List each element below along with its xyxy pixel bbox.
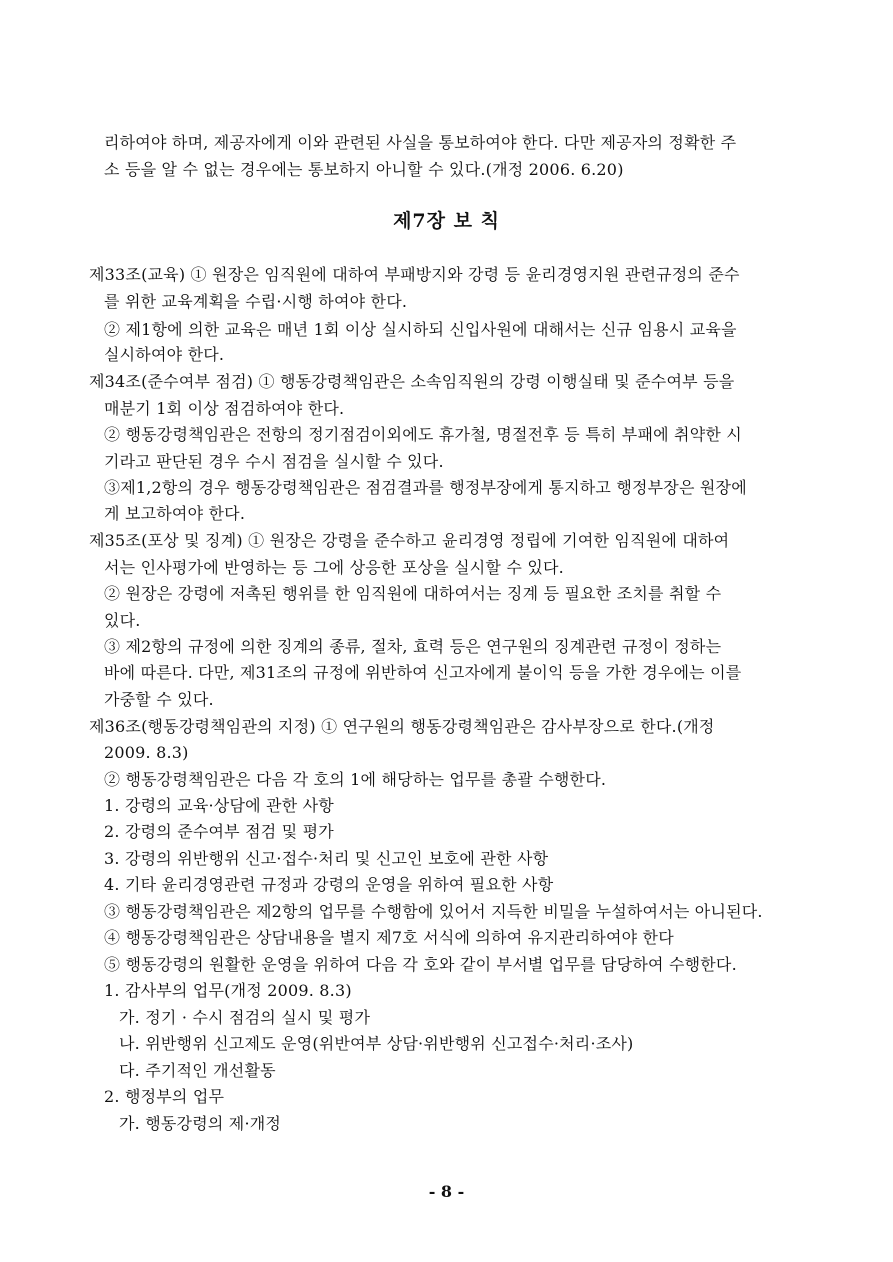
text-line: 있다. bbox=[104, 611, 141, 630]
list-item: 1. 강령의 교육·상담에 관한 사항 bbox=[104, 796, 334, 815]
text-line: 소 등을 알 수 없는 경우에는 통보하지 아니할 수 있다.(개정 2006. 6.20) bbox=[104, 160, 624, 179]
text-line: 2009. 8.3) bbox=[104, 743, 189, 762]
text-line: 매분기 1회 이상 점검하여야 한다. bbox=[104, 399, 345, 418]
text-line: ④ 행동강령책임관은 상담내용을 별지 제7호 서식에 의하여 유지관리하여야 한다 bbox=[104, 928, 674, 947]
text-line: ② 제1항에 의한 교육은 매년 1회 이상 실시하되 신입사원에 대해서는 신규 임용시 교육을 bbox=[104, 320, 737, 339]
text-line: 실시하여야 한다. bbox=[104, 345, 225, 364]
text-line: 리하여야 하며, 제공자에게 이와 관련된 사실을 통보하여야 한다. 다만 제공자의 정확한 주 bbox=[104, 133, 737, 152]
text-line: ② 원장은 강령에 저촉된 행위를 한 임직원에 대하여서는 징계 등 필요한 조치를 취할 수 bbox=[104, 584, 722, 603]
sub-list-item: 다. 주기적인 개선활동 bbox=[119, 1061, 276, 1080]
list-item: 2. 강령의 준수여부 점검 및 평가 bbox=[104, 822, 334, 841]
text-line: 게 보고하여야 한다. bbox=[104, 504, 246, 523]
list-item: 1. 감사부의 업무(개정 2009. 8.3) bbox=[104, 981, 352, 1000]
sub-list-item: 가. 행동강령의 제·개정 bbox=[119, 1114, 282, 1133]
text-line: 기라고 판단된 경우 수시 점검을 실시할 수 있다. bbox=[104, 452, 444, 471]
text-line: ③ 행동강령책임관은 제2항의 업무를 수행함에 있어서 지득한 비밀을 누설하여서는 아니된다. bbox=[104, 902, 763, 921]
list-item: 4. 기타 윤리경영관련 규정과 강령의 운영을 위하여 필요한 사항 bbox=[104, 875, 554, 894]
text-line: ③제1,2항의 경우 행동강령책임관은 점검결과를 행정부장에게 통지하고 행정부장은 원장에 bbox=[104, 478, 747, 497]
list-item: 3. 강령의 위반행위 신고·접수·처리 및 신고인 보호에 관한 사항 bbox=[104, 849, 549, 868]
article-33-line: 제33조(교육) ① 원장은 임직원에 대하여 부패방지와 강령 등 윤리경영지원 관련규정의 준수 bbox=[89, 265, 740, 284]
text-line: 서는 인사평가에 반영하는 등 그에 상응한 포상을 실시할 수 있다. bbox=[104, 558, 564, 577]
text-line: ② 행동강령책임관은 다음 각 호의 1에 해당하는 업무를 총괄 수행한다. bbox=[104, 770, 607, 789]
article-36-line: 제36조(행동강령책임관의 지정) ① 연구원의 행동강령책임관은 감사부장으로 한다.(개정 bbox=[89, 717, 715, 736]
list-item: 2. 행정부의 업무 bbox=[104, 1087, 225, 1106]
article-35-line: 제35조(포상 및 징계) ① 원장은 강령을 준수하고 윤리경영 정립에 기여한 임직원에 대하여 bbox=[89, 531, 730, 550]
text-line: ⑤ 행동강령의 원활한 운영을 위하여 다음 각 호와 같이 부서별 업무를 담당하여 수행한다. bbox=[104, 955, 737, 974]
sub-list-item: 가. 정기 · 수시 점검의 실시 및 평가 bbox=[119, 1008, 371, 1027]
text-line: 가중할 수 있다. bbox=[104, 690, 214, 709]
page-number: - 8 - bbox=[428, 1182, 465, 1201]
chapter-heading: 제7장 보 칙 bbox=[393, 210, 500, 232]
text-line: 바에 따른다. 다만, 제31조의 규정에 위반하여 신고자에게 불이익 등을 가한 경우에는 이를 bbox=[104, 663, 742, 682]
article-34-line: 제34조(준수여부 점검) ① 행동강령책임관은 소속임직원의 강령 이행실태 및 준수여부 등을 bbox=[89, 372, 735, 391]
text-line: ③ 제2항의 규정에 의한 징계의 종류, 절차, 효력 등은 연구원의 징계관련 규정이 정하는 bbox=[104, 637, 722, 656]
text-line: ② 행동강령책임관은 전항의 정기점검이외에도 휴가철, 명절전후 등 특히 부패에 취약한 시 bbox=[104, 425, 742, 444]
sub-list-item: 나. 위반행위 신고제도 운영(위반여부 상담·위반행위 신고접수·처리·조사) bbox=[119, 1034, 634, 1053]
text-line: 를 위한 교육계획을 수립·시행 하여야 한다. bbox=[104, 292, 408, 311]
